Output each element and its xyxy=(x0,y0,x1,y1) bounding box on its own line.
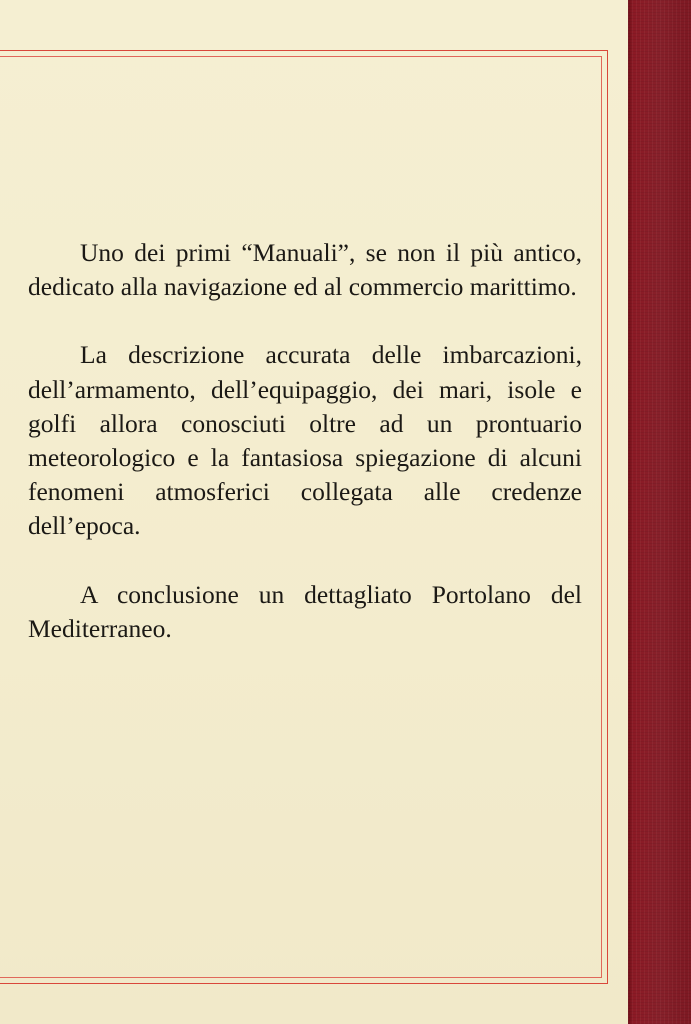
blurb-paragraph-1: Uno dei primi “Manuali”, se non il più antico, dedicato alla navigazione ed al commercio marittimo. xyxy=(28,238,582,302)
blurb-paragraph-3: A conclusione un dettagliato Portolano del Mediterraneo. xyxy=(28,579,582,643)
cloth-spine xyxy=(628,0,691,1024)
blurb-paragraph-2: La descrizione accurata delle imbarcazioni, dell’armamento, dell’equipaggio, dei mari, isole e golfi allora conosciuti oltre ad un prontuario meteorologico e la fantasiosa spiegazione di alcuni fenomeni atmosferici collegata alle credenze dell’epoca. xyxy=(28,340,582,541)
blurb-text xyxy=(28,236,582,646)
